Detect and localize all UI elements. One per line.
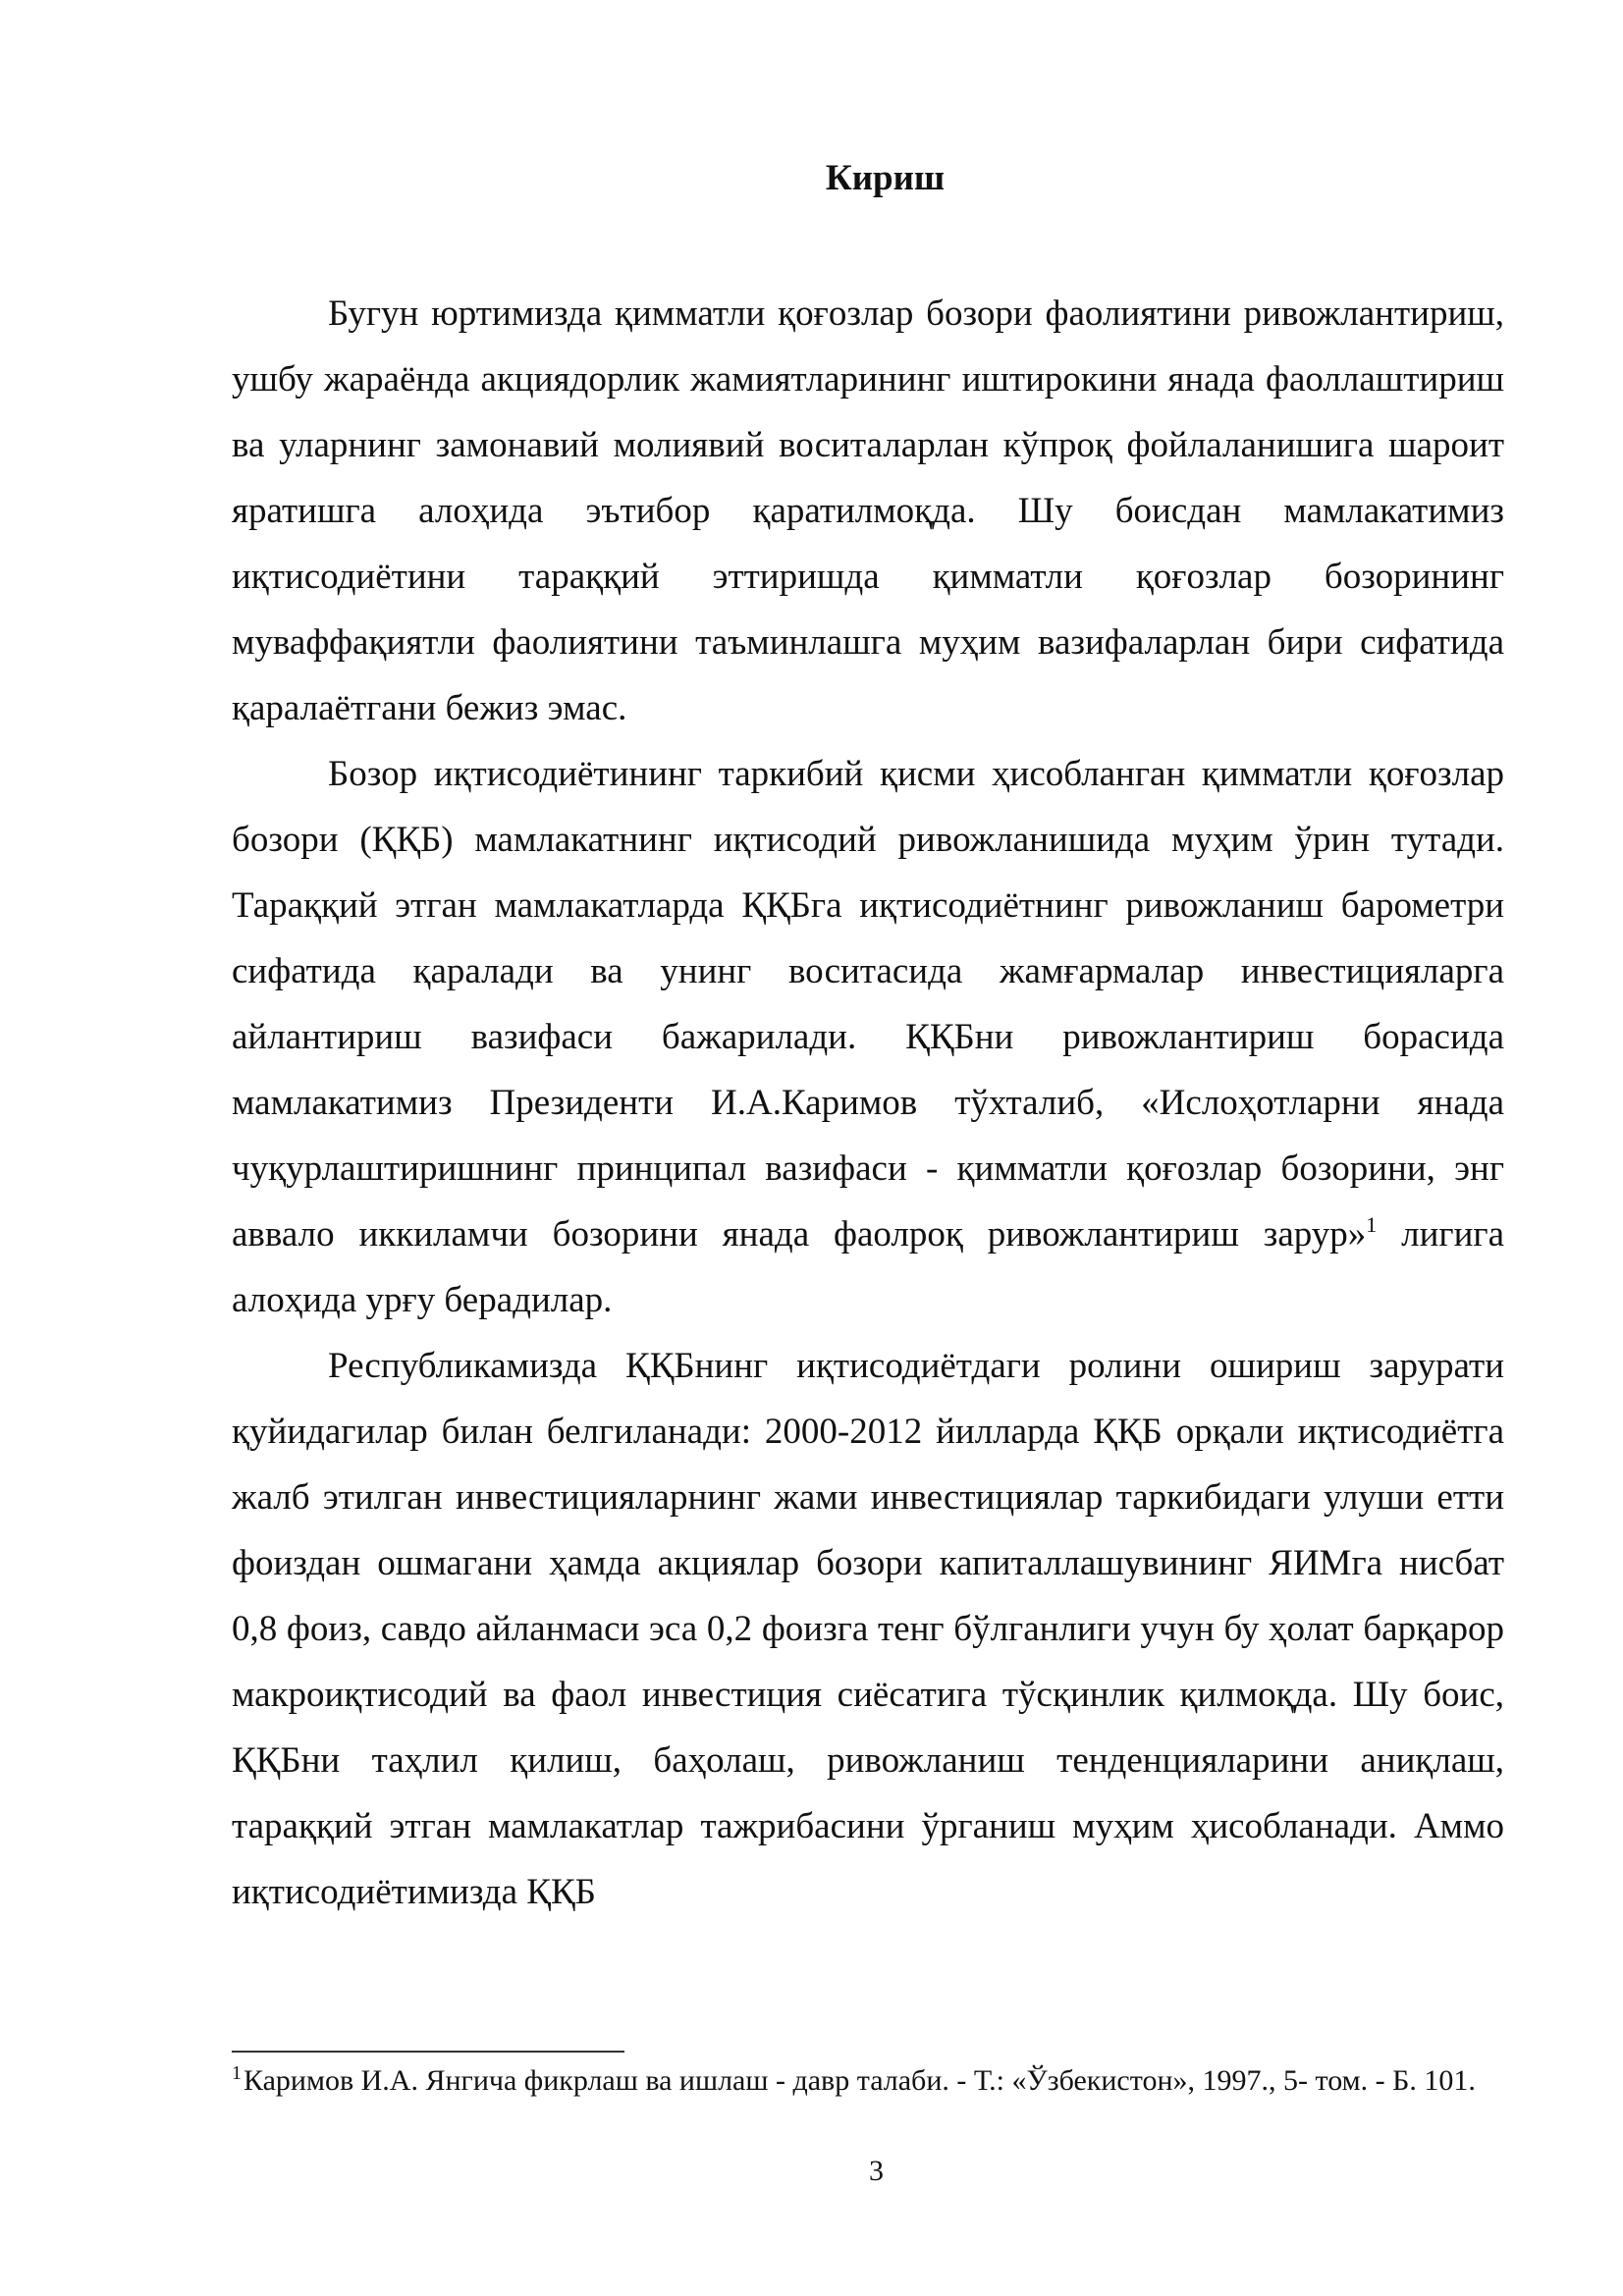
footnote-reference: 1	[1366, 1212, 1378, 1237]
paragraph-2-tail: лигига алоҳида урғу берадилар.	[232, 1214, 1504, 1320]
footnote-text: Каримов И.А. Янгича фикрлаш ва ишлаш - давр талаби. - Т.: «Ўзбекистон», 1997., 5- том. - Б. 101.	[243, 2064, 1476, 2097]
page-title: Кириш	[825, 158, 946, 198]
paragraph-2-text: Бозор иқтисодиётининг таркибий қисми ҳисобланган қимматли қоғозлар бозори (ҚҚБ) мамлакатнинг иқтисодий ривожланишида муҳим ўрин тутади. Тараққий этган мамлакатларда ҚҚБга иқтисодиётнинг ривожланиш барометри сифатида қаралади ва унинг воситасида жамғармалар инвестицияларга айлантириш вазифаси бажарилади. ҚҚБни ривожлантириш борасида мамлакатимиз Президенти И.А.Каримов тўхталиб, «Ислоҳотларни янада чуқурлаштиришнинг принципал вазифаси - қимматли қоғозлар бозорини, энг аввало иккиламчи бозорини янада фаолроқ ривожлантириш зарур»	[232, 754, 1504, 1255]
footnote-separator	[232, 2051, 624, 2053]
body-text	[232, 281, 1504, 1925]
footnote-mark: 1	[232, 2062, 242, 2084]
footnote	[232, 2061, 1504, 2101]
paragraph-1: Бугун юртимизда қимматли қоғозлар бозори фаолиятини ривожлантириш, ушбу жараёнда акциядорлик жамиятларининг иштирокини янада фаоллаштириш ва уларнинг замонавий молиявий воситаларлан кўпроқ фойлаланишига шароит яратишга алоҳида эътибор қаратилмоқда. Шу боисдан мамлакатимиз иқтисодиётини тараққий эттиришда қимматли қоғозлар бозорининг муваффақиятли фаолиятини таъминлашга муҳим вазифаларлан бири сифатида қаралаётгани бежиз эмас.	[232, 294, 1504, 728]
page-number: 3	[869, 2155, 884, 2187]
paragraph-3: Республикамизда ҚҚБнинг иқтисодиётдаги ролини ошириш зарурати қуйидагилар билан белгиланади: 2000-2012 йилларда ҚҚБ орқали иқтисодиётга жалб этилган инвестицияларнинг жами инвестициялар таркибидаги улуши етти фоиздан ошмагани ҳамда акциялар бозори капиталлашувининг ЯИМга нисбат 0,8 фоиз, савдо айланмаси эса 0,2 фоизга тенг бўлганлиги учун бу ҳолат барқарор макроиқтисодий ва фаол инвестиция сиёсатига тўсқинлик қилмоқда. Шу боис, ҚҚБни таҳлил қилиш, баҳолаш, ривожланиш тенденцияларини аниқлаш, тараққий этган мамлакатлар тажрибасини ўрганиш муҳим ҳисобланади. Аммо иқтисодиётимизда ҚҚБ	[232, 1346, 1504, 1912]
paragraph-2	[232, 741, 1504, 1333]
